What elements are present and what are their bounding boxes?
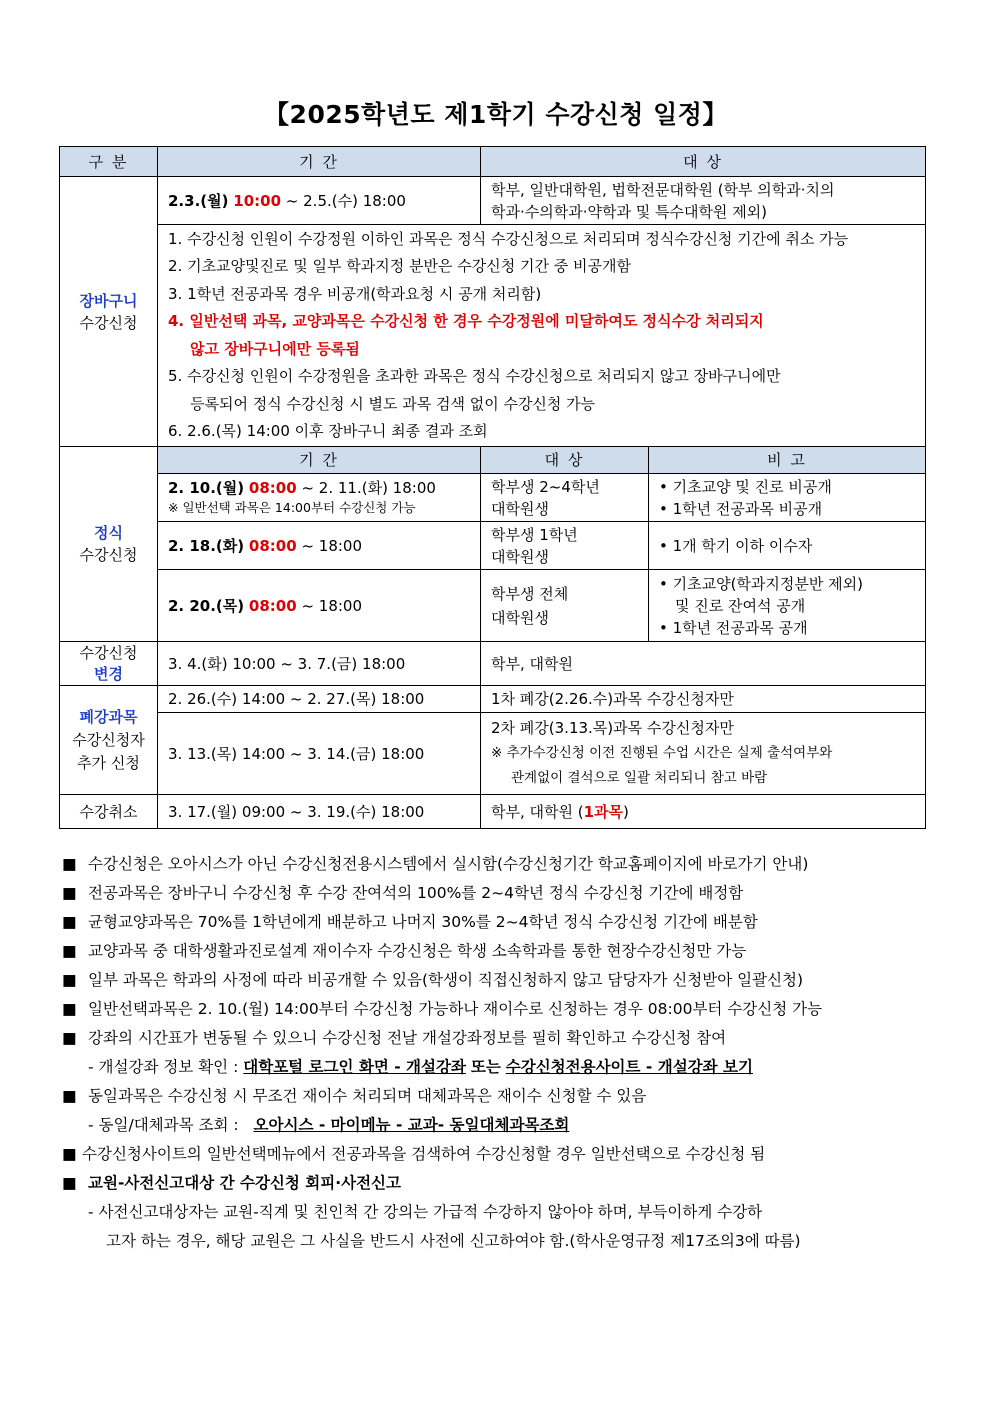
note-text: 동일과목은 수강신청 시 무조건 재이수 처리되며 대체과목은 재이수 신청할 수 있음	[88, 1087, 647, 1105]
portal-course-link[interactable]: 대학포털 로그인 화면 - 개설강좌	[243, 1058, 466, 1076]
square-bullet-icon: ■	[62, 971, 77, 989]
header-period: 기 간	[158, 147, 481, 177]
table-row	[60, 570, 926, 642]
regular-row3-period	[158, 570, 481, 642]
square-bullet-icon: ■	[62, 1029, 77, 1047]
regular-row3-time: 08:00	[248, 596, 297, 615]
closed-category	[60, 686, 158, 795]
note-sub-text: 고자 하는 경우, 해당 교원은 그 사실을 반드시 사전에 신고하여야 함.(학사운영규정 제17조의3에 따름)	[106, 1232, 801, 1250]
change-row	[60, 642, 926, 686]
regular-row1-remark1: • 기초교양 및 진로 비공개	[659, 477, 832, 496]
regular-row3-remark2: 및 진로 잔여석 공개	[675, 596, 806, 615]
regular-row1-rest: ~ 2. 11.(화) 18:00	[301, 478, 436, 497]
regular-category-label: 정식	[94, 524, 123, 542]
basket-notes	[158, 225, 926, 447]
note-text: 수강신청은 오아시스가 아닌 수강신청전용시스템에서 실시함(수강신청기간 학교홈페이지에 바로가기 안내)	[88, 855, 809, 873]
table-row	[60, 522, 926, 570]
cancel-target-count: 1과목	[583, 802, 624, 821]
header-target: 대 상	[481, 147, 926, 177]
closed-row2	[60, 713, 926, 795]
square-bullet-icon: ■	[62, 1174, 77, 1192]
basket-category	[60, 177, 158, 447]
note-sub-item	[60, 1198, 930, 1227]
closed-row2-note1: ※ 추가수강신청 이전 진행된 수업 시간은 실제 출석여부와	[491, 745, 833, 761]
closed-row1-period: 2. 26.(수) 14:00 ~ 2. 27.(목) 18:00	[158, 686, 481, 713]
regular-row2-rest: ~ 18:00	[301, 536, 363, 555]
note-text: 일부 과목은 학과의 사정에 따라 비공개할 수 있음(학생이 직접신청하지 않고 담당자가 신청받아 일괄신청)	[88, 971, 804, 989]
square-bullet-icon: ■	[62, 1087, 77, 1105]
regular-row1-note: ※ 일반선택 과목은 14:00부터 수강신청 가능	[168, 499, 416, 515]
regular-row1-target2: 대학원생	[491, 499, 549, 518]
regular-row1-remark	[649, 474, 926, 522]
note-sub-text: - 사전신고대상자는 교원-직계 및 친인척 간 강의는 가급적 수강하지 않아야 하며, 부득이하게 수강하	[88, 1203, 763, 1221]
regular-row1-target	[481, 474, 649, 522]
regular-row3-date: 2. 20.(목)	[168, 596, 245, 615]
regular-category	[60, 447, 158, 642]
note-item	[60, 1140, 930, 1169]
basket-note-1: 1. 수강신청 인원이 수강정원 이하인 과목은 정식 수강신청으로 처리되며 정식수강신청 기간에 취소 가능	[168, 229, 849, 248]
regular-row1-time: 08:00	[248, 478, 297, 497]
square-bullet-icon: ■	[62, 884, 77, 902]
change-period: 3. 4.(화) 10:00 ~ 3. 7.(금) 18:00	[158, 642, 481, 686]
note-item	[60, 995, 930, 1024]
closed-category-label: 폐강과목	[79, 707, 138, 726]
regular-row3-target1: 학부생 전체	[491, 584, 569, 603]
closed-row2-target	[481, 713, 926, 795]
basket-notes-row	[60, 225, 926, 447]
regular-row1-period	[158, 474, 481, 522]
change-category	[60, 642, 158, 686]
square-bullet-icon: ■	[62, 1145, 77, 1163]
basket-note-5-cont: 등록되어 정식 수강신청 시 별도 과목 검색 없이 수강신청 가능	[190, 394, 596, 413]
cancel-row	[60, 795, 926, 829]
note-sub-mid: 또는	[470, 1058, 501, 1076]
regular-row3-remark3: • 1학년 전공과목 공개	[659, 618, 808, 637]
table-row	[60, 474, 926, 522]
closed-row2-target-main: 2차 폐강(3.13.목)과목 수강신청자만	[491, 719, 734, 737]
note-item	[60, 966, 930, 995]
closed-row2-period: 3. 13.(목) 14:00 ~ 3. 14.(금) 18:00	[158, 713, 481, 795]
change-category-sub: 변경	[94, 664, 123, 683]
note-sub-prefix: - 동일/대체과목 조회 :	[88, 1116, 239, 1134]
note-item	[60, 879, 930, 908]
note-item	[60, 1082, 930, 1111]
note-sub-prefix: - 개설강좌 정보 확인 :	[88, 1058, 239, 1076]
regular-row3-remark1: • 기초교양(학과지정분반 제외)	[659, 574, 863, 593]
square-bullet-icon: ■	[62, 1000, 77, 1018]
cancel-period: 3. 17.(월) 09:00 ~ 3. 19.(수) 18:00	[158, 795, 481, 829]
note-sub-item	[60, 1053, 930, 1082]
basket-note-4: 4. 일반선택 과목, 교양과목은 수강신청 한 경우 수강정원에 미달하여도 정식수강 처리되지	[168, 312, 764, 330]
page-title: 【2025학년도 제1학기 수강신청 일정】	[264, 100, 728, 129]
note-text: 강좌의 시간표가 변동될 수 있으니 수강신청 전날 개설강좌정보를 필히 확인하고 수강신청 참여	[88, 1029, 727, 1047]
closed-row2-note2: 관계없이 결석으로 일괄 처리되니 참고 바람	[511, 770, 768, 786]
basket-category-label: 장바구니	[79, 291, 138, 310]
note-item	[60, 850, 930, 879]
basket-note-4-cont: 않고 장바구니에만 등록됨	[190, 339, 360, 358]
regular-row3-target	[481, 570, 649, 642]
regular-row1-target1: 학부생 2~4학년	[491, 477, 600, 496]
closed-category-sub2: 추가 신청	[77, 753, 140, 772]
square-bullet-icon: ■	[62, 855, 77, 873]
basket-target-line2: 학과·수의학과·약학과 및 특수대학원 제외)	[491, 202, 768, 221]
square-bullet-icon: ■	[62, 942, 77, 960]
regular-row3-remark	[649, 570, 926, 642]
regular-row3-target2: 대학원생	[491, 608, 549, 627]
change-target: 학부, 대학원	[481, 642, 926, 686]
note-text: 교양과목 중 대학생활과진로설계 재이수자 수강신청은 학생 소속학과를 통한 현장수강신청만 가능	[88, 942, 747, 960]
regular-subheader-remark: 비 고	[649, 447, 926, 474]
note-text: 일반선택과목은 2. 10.(월) 14:00부터 수강신청 가능하나 재이수로 신청하는 경우 08:00부터 수강신청 가능	[88, 1000, 823, 1018]
note-item	[60, 937, 930, 966]
closed-row1-target: 1차 폐강(2.26.수)과목 수강신청자만	[481, 686, 926, 713]
cancel-category: 수강취소	[60, 795, 158, 829]
basket-note-3: 3. 1학년 전공과목 경우 비공개(학과요청 시 공개 처리함)	[168, 284, 542, 303]
registration-site-course-link[interactable]: 수강신청전용사이트 - 개설강좌 보기	[505, 1058, 753, 1076]
closed-category-sub1: 수강신청자	[72, 730, 145, 749]
basket-period-date: 2.3.(월)	[168, 191, 229, 210]
regular-row1-date: 2. 10.(월)	[168, 478, 245, 497]
regular-row1-remark2: • 1학년 전공과목 비공개	[659, 499, 823, 518]
regular-row2-date: 2. 18.(화)	[168, 536, 245, 555]
basket-period	[158, 177, 481, 225]
note-item	[60, 1169, 930, 1198]
basket-period-time: 10:00	[233, 191, 282, 210]
note-text: 교원-사전신고대상 간 수강신청 회피·사전신고	[88, 1174, 401, 1192]
note-item	[60, 1024, 930, 1053]
regular-row2-remark1: • 1개 학기 이하 이수자	[659, 536, 813, 555]
note-text: 균형교양과목은 70%를 1학년에게 배분하고 나머지 30%를 2~4학년 정식 수강신청 기간에 배분함	[88, 913, 758, 931]
regular-row2-remark	[649, 522, 926, 570]
regular-row3-rest: ~ 18:00	[301, 596, 363, 615]
basket-period-row	[60, 177, 926, 225]
cancel-target-text: 학부, 대학원 (	[491, 802, 584, 821]
regular-subheader-target: 대 상	[481, 447, 649, 474]
regular-row2-time: 08:00	[248, 536, 297, 555]
basket-target	[481, 177, 926, 225]
basket-note-2: 2. 기초교양및진로 및 일부 학과지정 분반은 수강신청 기간 중 비공개함	[168, 257, 631, 275]
header-category: 구 분	[60, 147, 158, 177]
note-text: 수강신청사이트의 일반선택메뉴에서 전공과목을 검색하여 수강신청할 경우 일반선택으로 수강신청 됨	[82, 1145, 766, 1163]
regular-row2-period	[158, 522, 481, 570]
square-bullet-icon: ■	[62, 913, 77, 931]
note-text: 전공과목은 장바구니 수강신청 후 수강 잔여석의 100%를 2~4학년 정식 수강신청 기간에 배정함	[88, 884, 744, 902]
change-category-label: 수강신청	[79, 643, 138, 662]
cancel-target-end: )	[623, 802, 629, 821]
schedule-table	[59, 146, 926, 829]
regular-category-sub: 수강신청	[79, 546, 138, 564]
basket-note-5: 5. 수강신청 인원이 수강정원을 초과한 과목은 정식 수강신청으로 처리되지 않고 장바구니에만	[168, 367, 781, 385]
basket-category-sub: 수강신청	[79, 313, 138, 332]
regular-row2-target2: 대학원생	[491, 547, 549, 566]
cancel-target	[481, 795, 926, 829]
note-item	[60, 908, 930, 937]
note-sub-item	[60, 1227, 930, 1256]
regular-subheader-period: 기 간	[158, 447, 481, 474]
basket-target-line1: 학부, 일반대학원, 법학전문대학원 (학부 의학과·치의	[491, 180, 835, 199]
basket-period-rest: ~ 2.5.(수) 18:00	[285, 191, 406, 210]
regular-row2-target1: 학부생 1학년	[491, 525, 578, 544]
regular-subheader-row	[60, 447, 926, 474]
equivalent-course-lookup-link[interactable]: 오아시스 - 마이메뉴 - 교과- 동일대체과목조회	[253, 1116, 570, 1134]
regular-row2-target	[481, 522, 649, 570]
notes-section	[60, 850, 930, 1256]
closed-row1	[60, 686, 926, 713]
note-sub-item	[60, 1111, 930, 1140]
basket-note-6: 6. 2.6.(목) 14:00 이후 장바구니 최종 결과 조회	[168, 422, 488, 440]
table-header-row	[60, 147, 926, 177]
